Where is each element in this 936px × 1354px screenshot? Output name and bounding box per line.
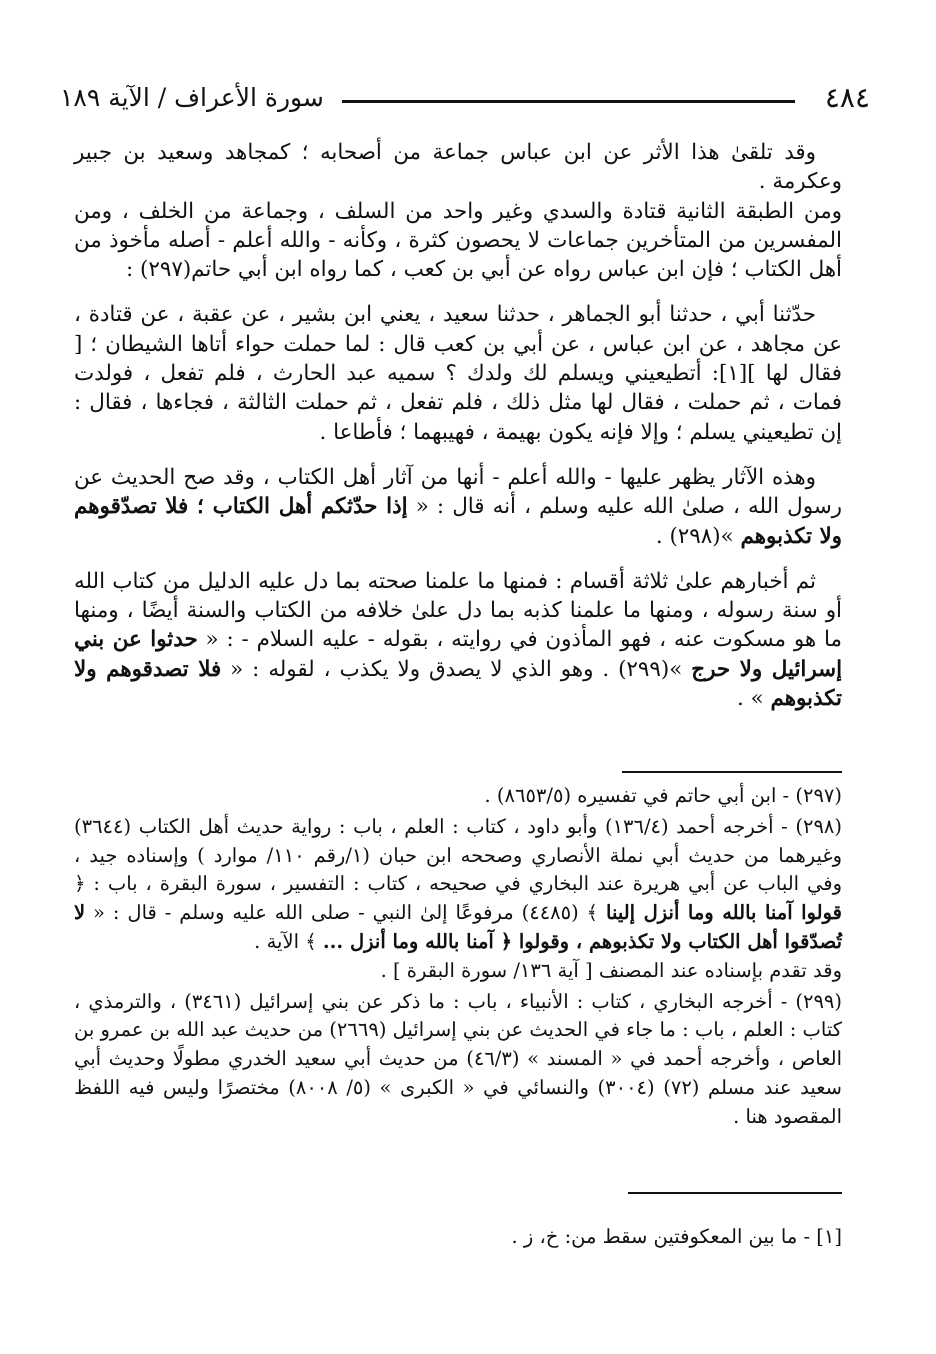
hadith-quote-bold: لا تُصدّقوا أهل الكتاب ولا تكذبوهم ، وقولوا ﴿ آمنا بالله وما أنزل ... bbox=[74, 901, 842, 953]
quran-quote-bold: قولوا آمنا بالله وما أنزل إلينا bbox=[606, 901, 843, 925]
header-rule bbox=[342, 100, 795, 103]
paragraph-3-text-before: وهذه الآثار يظهر عليها - والله أعلم - أنها من آثار أهل الكتاب ، وقد صح الحديث عن رسول الله ، صلىٰ الله عليه وسلم ، أنه قال : « bbox=[74, 464, 843, 520]
footnote-297: (٢٩٧) - ابن أبي حاتم في تفسيره (٨٦٥٣/٥) . bbox=[484, 784, 842, 807]
footnote-298-text-middle: ﴾ (٤٤٨٥) مرفوعًا إلىٰ النبي - صلى الله عليه وسلم - قال : « bbox=[85, 901, 607, 925]
main-text bbox=[74, 138, 842, 729]
footnote-298-text-before: (٢٩٨) - أخرجه أحمد (١٣٦/٤) وأبو داود ، كتاب : العلم ، باب : رواية حديث أهل الكتاب (٣٦٤٤) وغيرهما من حديث أبي نملة الأنصاري وصححه ابن حبان (١/رقم ١١٠/ موارد ) وإسناده جيد ، وفي الباب عن أبي هريرة عند البخاري في صحيحه ، كتاب : التفسير ، سورة البقرة ، باب : ﴿ bbox=[74, 814, 842, 896]
variant-note-separator bbox=[628, 1192, 842, 1194]
page-number: ٤٨٤ bbox=[824, 81, 870, 114]
hadith-quote-bold: حدثوا عن بني إسرائيل ولا حرج bbox=[74, 627, 843, 682]
footnotes bbox=[74, 782, 842, 1134]
hadith-quote-bold: إذا حدّثكم أهل الكتاب ؛ فلا تصدّقوهم ولا تكذبوهم bbox=[74, 494, 842, 549]
page-header bbox=[60, 78, 870, 118]
paragraph-3-text-after: »(٢٩٨) . bbox=[655, 523, 741, 549]
variant-note: [١] - ما بين المعكوفتين سقط من: خ، ز . bbox=[511, 1224, 842, 1248]
footnote-separator bbox=[622, 771, 842, 773]
footnote-299: (٢٩٩) - أخرجه البخاري ، كتاب : الأنبياء ، باب : ما ذكر عن بني إسرائيل (٣٤٦١) ، والترمذي ، كتاب : العلم ، باب : ما جاء في الحديث عن بني إسرائيل (٢٦٦٩) من حديث عبد الله بن عمرو بن العاص ، وأخرجه أحمد في « المسند » (٤٦/٣) من حديث أبي سعيد الخدري مطولًا وحديث أبي سعيد عند مسلم (٧٢) (٣٠٠٤) والنسائي في « الكبرى » (٥/ ٨٠٠٨) مختصرًا وليس فيه اللفظ المقصود هنا . bbox=[74, 989, 843, 1128]
running-head: سورة الأعراف / الآية ١٨٩ bbox=[60, 83, 324, 112]
paragraph-1: وقد تلقىٰ هذا الأثر عن ابن عباس جماعة من أصحابه ؛ كمجاهد وسعيد بن جبير وعكرمة . ومن الطبقة الثانية قتادة والسدي وغير واحد من السلف ، وجماعة من الخلف ، ومن المفسرين من المتأخرين جماعات لا يحصون كثرة ، وكأنه - والله أعلم - أصله مأخوذ من أهل الكتاب ؛ فإن ابن عباس رواه عن أبي بن كعب ، كما رواه ابن أبي حاتم(٢٩٧) : bbox=[74, 140, 842, 283]
paragraph-4-text-before: ثم أخبارهم علىٰ ثلاثة أقسام : فمنها ما علمنا صحته بما دل عليه الدليل من كتاب الله أو سنة رسوله ، ومنها ما علمنا كذبه بما دل علىٰ خلافه من الكتاب والسنة أيضًا ، ومنها ما هو مسكوت عنه ، فهو المأذون في روايته ، بقوله - عليه السلام - : « bbox=[74, 568, 842, 653]
paragraph-2: حدّثنا أبي ، حدثنا أبو الجماهر ، حدثنا سعيد ، يعني ابن بشير ، عن عقبة ، عن قتادة ، عن مجاهد ، عن ابن عباس ، عن أبي بن كعب قال : لما حملت حواء أتاها الشيطان ؛ [ فقال لها ][١]: أتطيعيني ويسلم لك ولدك ؟ سميه عبد الحارث ، فلم تفعل ، فولدت فمات ، ثم حملت ، فقال لها مثل ذلك ، فلم تفعل ، ثم حملت الثالثة ، فجاءها ، فقال : إن تطيعيني يسلم ؛ وإلا فإنه يكون بهيمة ، فهيبهما ؛ فأطاعا . bbox=[74, 302, 842, 445]
paragraph-4-text-middle: »(٢٩٩) . وهو الذي لا يصدق ولا يكذب ، لقوله : « bbox=[221, 656, 692, 682]
footnote-298-text-after: ﴾ الآية . وقد تقدم بإسناده عند المصنف [ آية ١٣٦/ سورة البقرة ] . bbox=[254, 929, 842, 982]
paragraph-3 bbox=[74, 463, 842, 551]
paragraph-4 bbox=[74, 567, 842, 713]
paragraph-4-text-after: » . bbox=[736, 686, 771, 712]
footnote-298 bbox=[74, 813, 842, 986]
hadith-quote-bold-2: فلا تصدقوهم ولا تكذبوهم bbox=[74, 656, 842, 712]
